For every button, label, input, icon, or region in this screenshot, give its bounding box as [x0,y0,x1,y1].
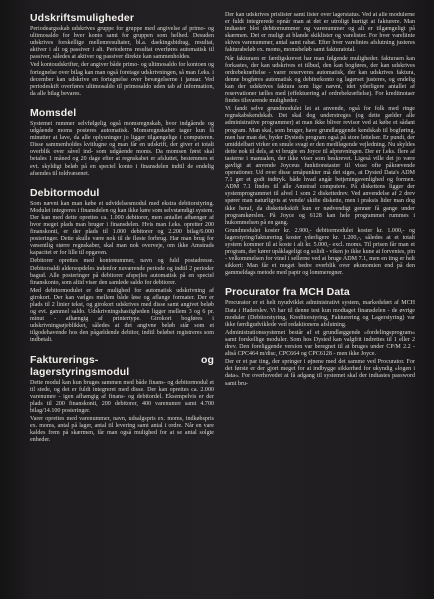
right-column [225,12,415,593]
body-paragraph: Procurator er et helt nyudviklet administrativt system, markedsført af MCH Data i Haderslev. Vi har til denne test kun modtaget finansdelen - de øvrige moduler (Debitorstyring, Kreditorstyring, Fakturering og Lagerstyring) var ikke færdigudviklede ved redaktionens afslutning. [225,300,415,328]
body-paragraph: Grundmodulet koster kr. 2.900,- debitormodulet koster kr. 1.000,- og lagerstyring/fakturering koster yderligere kr. 1.200,-, således at et totalt system kommer til at koste i alt kr. 5.000,- excl. moms. Til prisen får man et program, der kører upåklageligt og solidt - viken jo ikke kune at forventes, pin - velkommelsen for vinel i sellerne ved at bruge ADM 7.1, men en ting er helt sikkert: Man får et meget bedre overblik over økonomien end på den gammeldags metode med papir og lommeregner. [225,227,415,277]
section-heading: Debitormodul [30,186,100,199]
body-paragraph: Når fakturaen er færdigskrevet har man følgende muligheder. fakturaen kan forkastes, der kan udskrives et tilbud, den kan bogføres, der kan udskrives ordrebekræftelse - varer reserveres automatisk, der kan udskrives faktura, denne bogføres automatisk og debitorkonto og lagerset justeres, og endelig kan der udskrives faktura som lige nævnt, idet yderligere antallet af reservationer tælles med (effektuering af ordrebekræftelse). For kreditnotaer findes tilsvarende muligheder. [225,55,415,105]
body-paragraph: Varer oprettes med varenummer, navn, udsalgspris ex. moms, indkøbspris ex. moms, antal på lager, antal til levering samt antal i ordre. Når en vare kaldes frem på skærmen, får man også mulighed for at se antal solgte enheder. [30,416,214,444]
body-paragraph: Periodeargsskab udskrives gruppe for gruppe med angivelse af primo- og ultimosaldo for hver konto samt for gruppen som helhed. Desuden udskrives forskellige mellemresultater, bl.a. daekingsbidrag, resultat, aktiver i alt og passiver i alt. Perioderns resultat overføres automatisk til passiver, således at aktiver og passiver direkte kan sammenholdes. [30,26,214,61]
section-heading: Procurator fra MCH Data [225,286,350,299]
body-paragraph: Ved kontoudskrifter, der angiver både primo- og ultimosaldo for kontoen og fortegnelse over bilag kan man også foretage udskrivningen, så man f.eks. i december kan udskrive en fortegnelse over bevægelserne i januar. Ved periodeskift overføres ultimosaldo til primosaldo uden tab af information, da alle bilag bevares. [30,62,214,97]
section-heading: Momsdel [30,106,77,119]
left-column [30,12,214,593]
body-paragraph: Som nævnt kan man købe et udvidelsesmodul med ekstra debitorstyring. Modulet integreres i finansdelen og kan ikke køre som selvstændigt system. Der kan med dette oprettes ca. 1.000 debitorer, men antallet afhænger af hvor meget plads man bruger i finansdelen. Hvis man f.eks. opretter 200 finanskonti, er der plads til 1.000 debitorer og 2.200 bilag/6.000 posteringer. Dette skulle være nok til de fleste forbrug. Har man brug for væsentlig større regnskaber, skal man nok overveje, om ikke Amstrads kapacitet er for lille til opgaven. [30,200,214,257]
body-paragraph: Debitorer oprettes med kontonummer, navn og fuld postadresse. Debitorsaldi aldersopdeles indenfor nuværende periode og indtil 2 perioder bagud. Alle posteringer på debitorer afspejles automatisk på en speciel finanskonto, som altid viser den samlede saldo for debitorer. [30,258,214,286]
body-paragraph: Der er et par ting, der springer i øjnene med det samme ved Procurator. For det første er der gjort meget for at indbygge sikkerhed for ukyndig »logen i data«. For overhovedet at få adgang til systemet skal der indtastes password samt bru- [225,359,415,387]
body-paragraph: Systemet rummer selvfølgelig også momsregnskab, hvor indgående og udgående moms posteres automatisk. Momsregnskabet tager kun få minutter at lave, da alle oplysninger jo ligger tilgængelige i computeren. Disse sammenholdes kvitlugne og man får en udskrift, der giver et totalt overblik over såvel ind- som udgående moms. Da momsen først skal betales 1 måned og 20 dage efter at regnskabet er afsluttet, bestemmes et evt. skyldigt beløb på en speciel konto i finansdelen indtil de endelig afsendes til toldvæsenet. [30,120,214,177]
body-paragraph: Vi fandt selve grundmodulet let at anvende, også for folk med ringe regnskabskendskab. Det skal dog understreges (og dette gælder alle administrative programmer) at man ikke bliver revisor ved at købe et sådant program. Man skal, som bruger, have grundlæggende kendskab til bogføring, men har man det, byder Dysteds program også på store lettelser. Er pundt, der umiddelbart virker en smule svagt er den mediløgende vejledning. Nu skyldes dette nok til dels, at vi brugte en Joyce til afprøvningen. Der er f.eks. flere af tasterne i manualen, der ikke viser som beskrevet. Ligeså ville det jo være gavligt at anvende Joyceus funktionstaster til visse ofte påkrævende operationer. Ud over disse småpunkter må det siges, at Dysted Data's ADM 7.1 ger et godt indtryk. både hvad angår betjeningsvenlighed og formen. ADM 7.1 findes til alle Amstrad computere. På diskettens ligger der systemprogrammet til alvel 1 som 2 diskettedrev. Ved anvendelse af 2 drev spører man naturligvis at vende/ skifte diskette, men i praksis lider man dog ikke heraf, da diskettekskift kun er nødvendigt gennør få gange under programkørslen. På Joyce og 6128 kan hele programmet rummes i hukommelsen på en gang. [225,106,415,226]
body-paragraph: Med debitormodulet er der mulighed for automatisk udskrivning af girokort. Der kan vælges mellem både løse og aflange formater. Der er plads til 2 linier tekst, og girokort udskrives med disse samt angivet beløb og evt. gammel saldo. Udskrivningshastigheden ligger mellem 3 og 6 pr. minut - afhængig af printertype. Girokort bogføres i udskrivningsøjeblikket, således at det angivne beløb står som et tilgodehavende hos den pågældende debitor, indtil beløbet registreres som indbetalt. [30,287,214,344]
body-paragraph: Der kan udskrives prislister samt lister over lagerstatus. Ved at alle modulerne er fuldt integrerede opnår man at det er utroligt hurtigt at fakturere. Man indtaster blot debitornummer og varenummer og alt er tilgængeligt på skærmen. Det er muligt at blande skiklister og varelister. For hver vareliinie skives varenummer, antal samt rabat. Efter hver varelinies afslutning justeres fakturabeløb ex. moms, momsbeløb samt fakturatotal. [225,12,415,54]
body-paragraph: Administrationssystemet består af et grundlæggende »fordelingsprogram« samt forskellige moduler. Som hos Dysted kan valgfrit indrettes til 1 eller 2 drev. Den foreliggende version var beregnet til at bruges under CP/M 2.2 - altså CPC464 m/disc, CPC664 og CPC6128 - men ikke Joyce. [225,329,415,358]
body-paragraph: Dette modul kan kun bruges sammen med både finans- og debitormodul et til stede, og det er fuldt integreret med disse. Der kan oprettes ca. 2.000 varenumre - igen afhængig af finans- og debitordel. Eksempelvis er der plads til 200 finanskonti, 200 debitorer, 400 varenumre samt 4.700 bilag/14.100 posteringer. [30,379,214,414]
section-heading: Fakturerings- og lagerstyringsmodul [30,353,214,378]
section-heading: Udskriftsmuligheder [30,12,135,24]
